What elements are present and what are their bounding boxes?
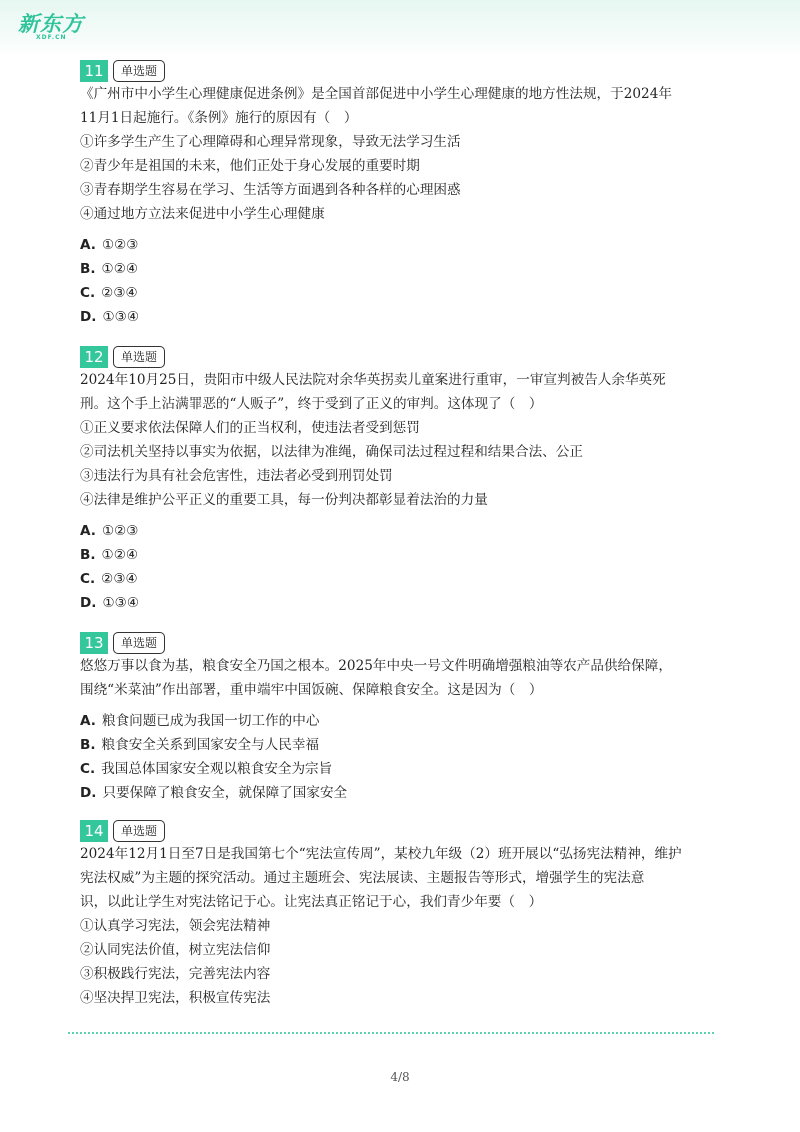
option-text: ①②④: [101, 261, 139, 277]
logo-subtext: XDF.CN: [36, 34, 67, 41]
question-type-tag: 单选题: [113, 632, 165, 654]
option-text: ①②③: [101, 237, 139, 253]
page-number: 4/8: [390, 1070, 410, 1084]
stem-line: ③青春期学生容易在学习、生活等方面遇到各种各样的心理困惑: [80, 182, 461, 198]
question-type-tag: 单选题: [113, 346, 165, 368]
stem-line: 《广州市中小学生心理健康促进条例》是全国首部促进中小学生心理健康的地方性法规，于2024年: [80, 86, 672, 102]
option-letter: C.: [80, 571, 96, 587]
option-letter: D.: [80, 785, 97, 801]
stem-line: ①许多学生产生了心理障碍和心理异常现象，导致无法学习生活: [80, 134, 461, 150]
dotted-divider: [68, 1032, 714, 1034]
question-number-badge: 11: [80, 60, 108, 82]
option-letter: B.: [80, 737, 96, 753]
stem-line: ④坚决捍卫宪法，积极宣传宪法: [80, 990, 271, 1006]
option-a[interactable]: [80, 519, 720, 543]
stem-line: ②认同宪法价值，树立宪法信仰: [80, 942, 271, 958]
question-12: [80, 346, 720, 615]
option-b[interactable]: [80, 733, 720, 757]
question-11: [80, 60, 720, 329]
stem-line: 悠悠万事以食为基，粮食安全乃国之根本。2025年中央一号文件明确增强粮油等农产品供给保障，: [80, 658, 672, 674]
option-text: ①③④: [102, 309, 140, 325]
stem-line: ③违法行为具有社会危害性，违法者必受到刑罚处罚: [80, 468, 393, 484]
option-d[interactable]: [80, 781, 720, 805]
option-letter: B.: [80, 261, 96, 277]
header-band: [0, 0, 800, 56]
stem-line: ④法律是维护公平正义的重要工具，每一份判决都彰显着法治的力量: [80, 492, 488, 508]
question-14: [80, 820, 720, 1010]
stem-line: ①正义要求依法保障人们的正当权利，使违法者受到惩罚: [80, 420, 420, 436]
option-b[interactable]: [80, 257, 720, 281]
option-d[interactable]: [80, 591, 720, 615]
stem-line: ④通过地方立法来促进中小学生心理健康: [80, 206, 325, 222]
option-c[interactable]: [80, 281, 720, 305]
stem-line: 刑。这个手上沾满罪恶的“人贩子”，终于受到了正义的审判。这体现了（ ）: [80, 396, 543, 412]
option-letter: A.: [80, 713, 96, 729]
option-a[interactable]: [80, 233, 720, 257]
stem-line: 2024年10月25日，贵阳市中级人民法院对余华英拐卖儿童案进行重审，一审宣判被告人余华英死: [80, 372, 666, 388]
question-number-badge: 13: [80, 632, 108, 654]
question-13: [80, 632, 720, 805]
option-text: ①②③: [101, 523, 139, 539]
option-text: 只要保障了粮食安全，就保障了国家安全: [102, 785, 348, 801]
question-header: [80, 632, 720, 654]
option-letter: A.: [80, 237, 96, 253]
option-c[interactable]: [80, 757, 720, 781]
question-number-badge: 14: [80, 820, 108, 842]
option-letter: A.: [80, 523, 96, 539]
option-text: 我国总体国家安全观以粮食安全为宗旨: [101, 761, 333, 777]
stem-line: ②青少年是祖国的未来，他们正处于身心发展的重要时期: [80, 158, 420, 174]
stem-line: ③积极践行宪法，完善宪法内容: [80, 966, 271, 982]
option-letter: D.: [80, 595, 97, 611]
option-text: ②③④: [101, 285, 138, 301]
option-letter: C.: [80, 761, 96, 777]
stem-line: 围绕“米菜油”作出部署，重申端牢中国饭碗、保障粮食安全。这是因为（ ）: [80, 682, 543, 698]
option-text: ①③④: [102, 595, 140, 611]
stem-line: ②司法机关坚持以事实为依据，以法律为准绳，确保司法过程过程和结果合法、公正: [80, 444, 583, 460]
logo-text: 新东方: [18, 12, 84, 36]
option-text: 粮食问题已成为我国一切工作的中心: [101, 713, 320, 729]
option-a[interactable]: [80, 709, 720, 733]
stem-line: 2024年12月1日至7日是我国第七个“宪法宣传周”，某校九年级（2）班开展以“弘扬宪法精神，维护: [80, 846, 682, 862]
question-type-tag: 单选题: [113, 60, 165, 82]
stem-line: ①认真学习宪法，领会宪法精神: [80, 918, 271, 934]
option-text: ②③④: [101, 571, 138, 587]
option-d[interactable]: [80, 305, 720, 329]
option-b[interactable]: [80, 543, 720, 567]
question-number-badge: 12: [80, 346, 108, 368]
question-header: [80, 60, 720, 82]
option-c[interactable]: [80, 567, 720, 591]
option-letter: D.: [80, 309, 97, 325]
stem-line: 11月1日起施行。《条例》施行的原因有（ ）: [80, 110, 358, 126]
stem-line: 识，以此让学生对宪法铭记于心。让宪法真正铭记于心，我们青少年要（ ）: [80, 894, 543, 910]
option-text: ①②④: [101, 547, 139, 563]
option-text: 粮食安全关系到国家安全与人民幸福: [101, 737, 320, 753]
question-type-tag: 单选题: [113, 820, 165, 842]
question-header: [80, 820, 720, 842]
option-letter: B.: [80, 547, 96, 563]
stem-line: 宪法权威”为主题的探究活动。通过主题班会、宪法展读、主题报告等形式，增强学生的宪法意: [80, 870, 645, 886]
question-header: [80, 346, 720, 368]
option-letter: C.: [80, 285, 96, 301]
